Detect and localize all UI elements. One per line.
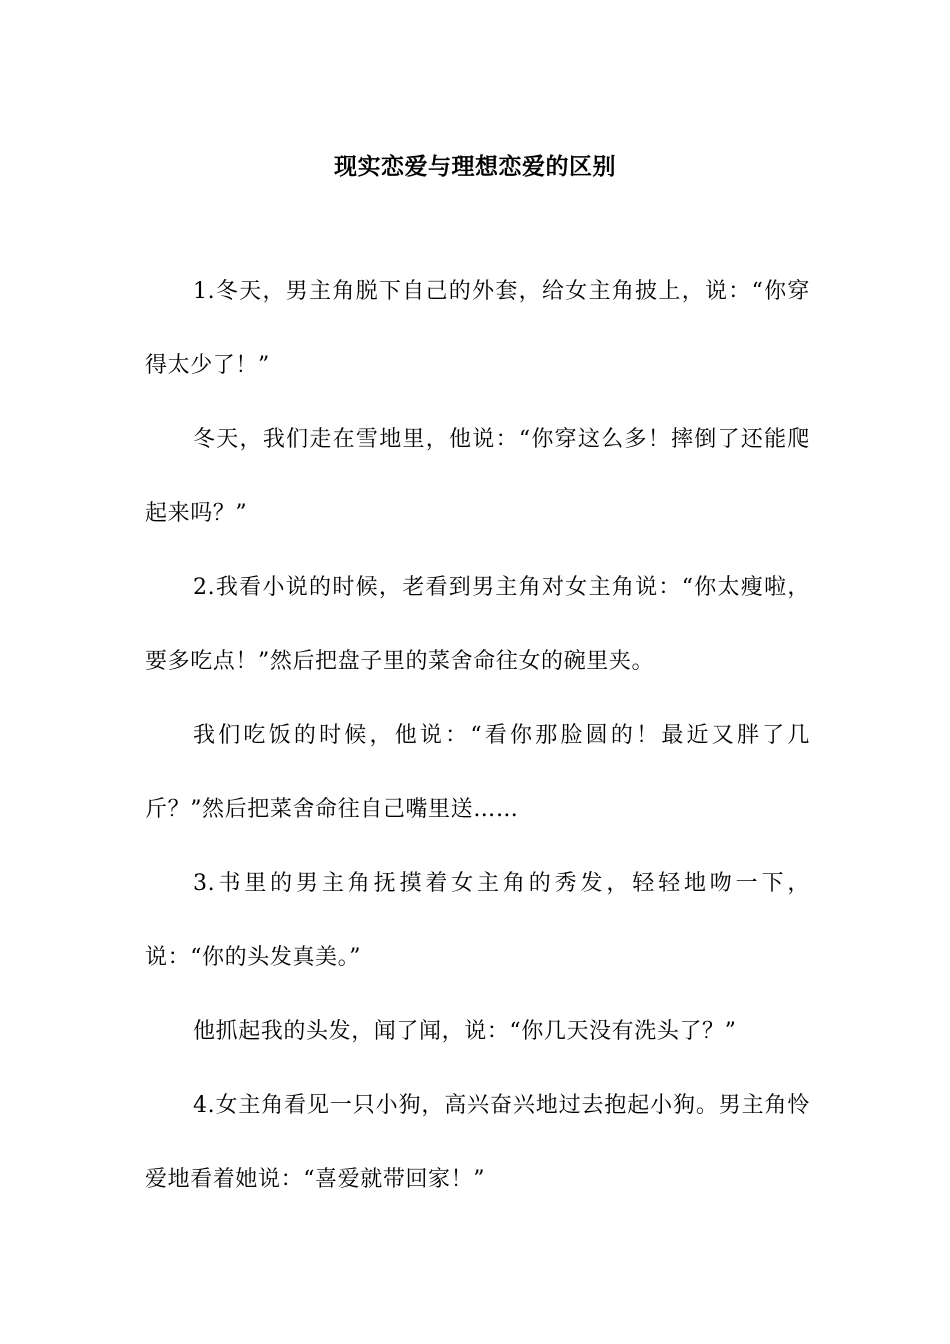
paragraph: 2.我看小说的时候，老看到男主角对女主角说：“你太瘦啦，要多吃点！”然后把盘子里的菜舍命往女的碗里夹。 (145, 575, 810, 674)
paragraph: 我们吃饭的时候，他说：“看你那脸圆的！最近又胖了几斤？”然后把菜舍命往自己嘴里送…… (145, 723, 810, 822)
paragraph: 4.女主角看见一只小狗，高兴奋兴地过去抱起小狗。男主角怜爱地看着她说：“喜爱就带回家！” (145, 1093, 810, 1192)
document-body (145, 255, 810, 1217)
paragraph: 他抓起我的头发，闻了闻，说：“你几天没有洗头了？” (193, 1019, 737, 1044)
paragraph: 3.书里的男主角抚摸着女主角的秀发，轻轻地吻一下，说：“你的头发真美。” (145, 871, 810, 970)
document-title: 现实恋爱与理想恋爱的区别 (334, 154, 616, 181)
paragraph: 冬天，我们走在雪地里，他说：“你穿这么多！摔倒了还能爬起来吗？” (145, 427, 810, 526)
paragraph: 1.冬天，男主角脱下自己的外套，给女主角披上，说：“你穿得太少了！” (145, 279, 810, 378)
